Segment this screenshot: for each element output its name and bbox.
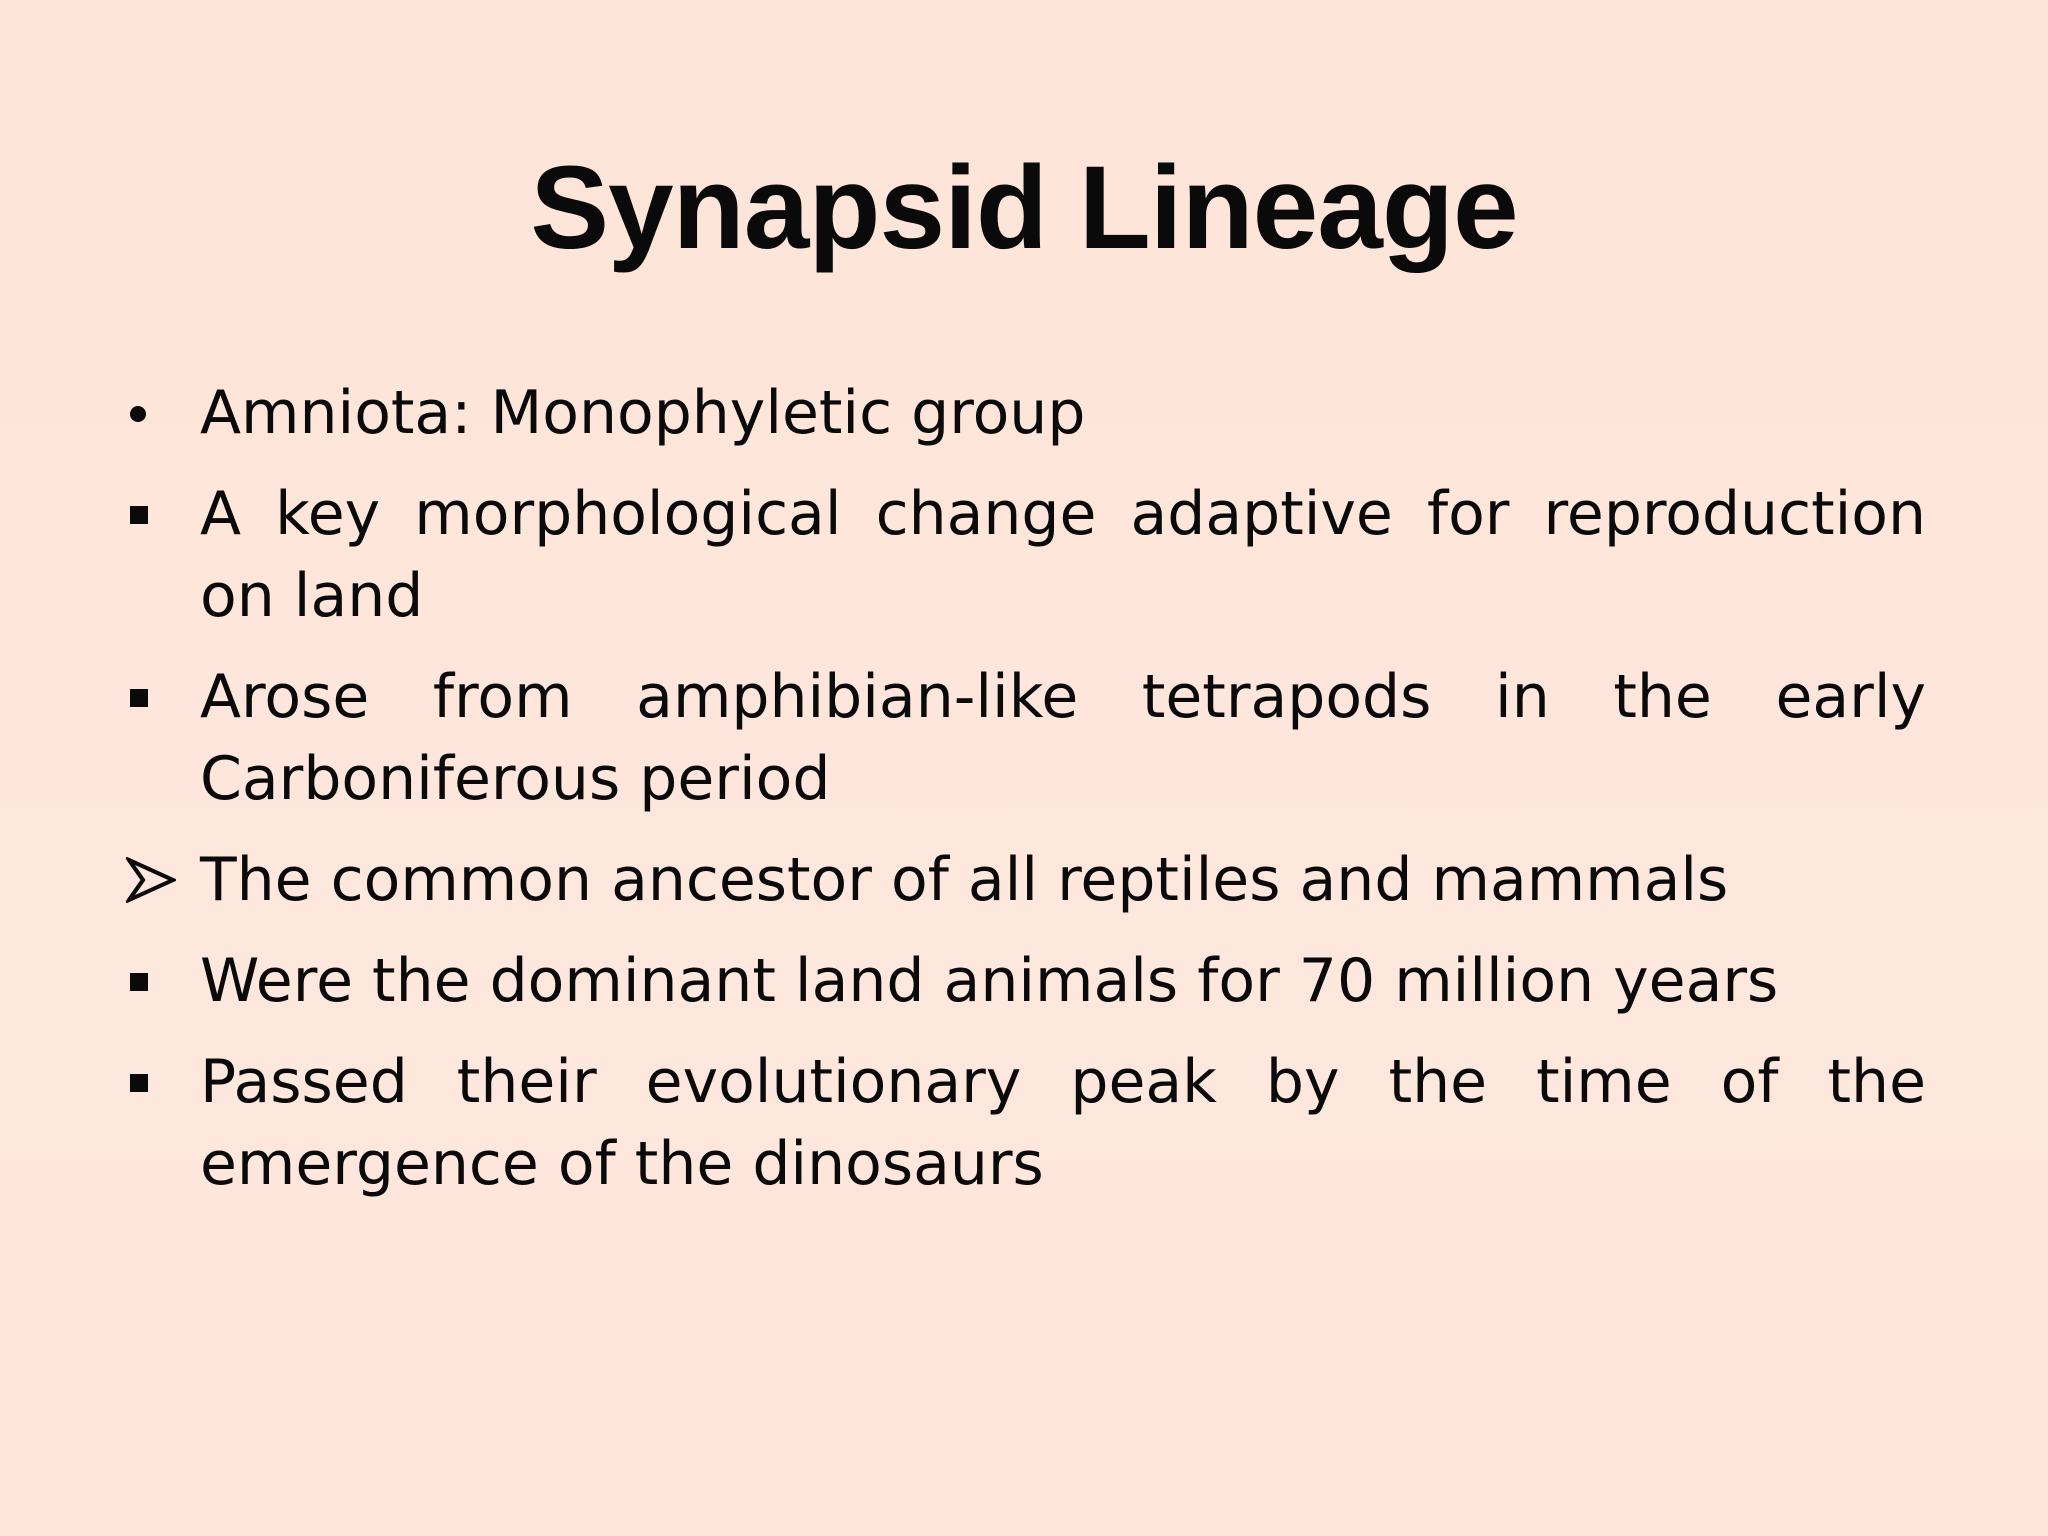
bullet-item-morphological-change xyxy=(126,473,1926,637)
square-bullet-icon xyxy=(126,940,186,1022)
bullet-text: Were the dominant land animals for 70 million years xyxy=(200,946,1779,1016)
square-bullet-icon xyxy=(126,1041,186,1123)
bullet-item-evolutionary-peak xyxy=(126,1041,1926,1205)
square-bullet-icon xyxy=(126,656,186,738)
slide-title: Synapsid Lineage xyxy=(530,142,1518,274)
bullet-item-amniota xyxy=(126,372,1926,454)
square-bullet-icon xyxy=(126,473,186,555)
bullet-text: Arose from amphibian-like tetrapods in the early Carboniferous period xyxy=(200,662,1926,814)
bullet-text: The common ancestor of all reptiles and mammals xyxy=(200,845,1729,915)
bullet-item-dominant-animals xyxy=(126,940,1926,1022)
bullet-text: Amniota: Monophyletic group xyxy=(200,378,1086,448)
bullet-text: Passed their evolutionary peak by the time of the emergence of the dinosaurs xyxy=(200,1047,1926,1199)
bullet-list xyxy=(126,372,1926,1224)
round-bullet-icon xyxy=(126,372,186,454)
bullet-item-origin xyxy=(126,656,1926,820)
bullet-text: A key morphological change adaptive for reproduction on land xyxy=(200,479,1926,631)
arrow-bullet-icon xyxy=(126,839,186,921)
bullet-item-common-ancestor xyxy=(126,839,1926,921)
